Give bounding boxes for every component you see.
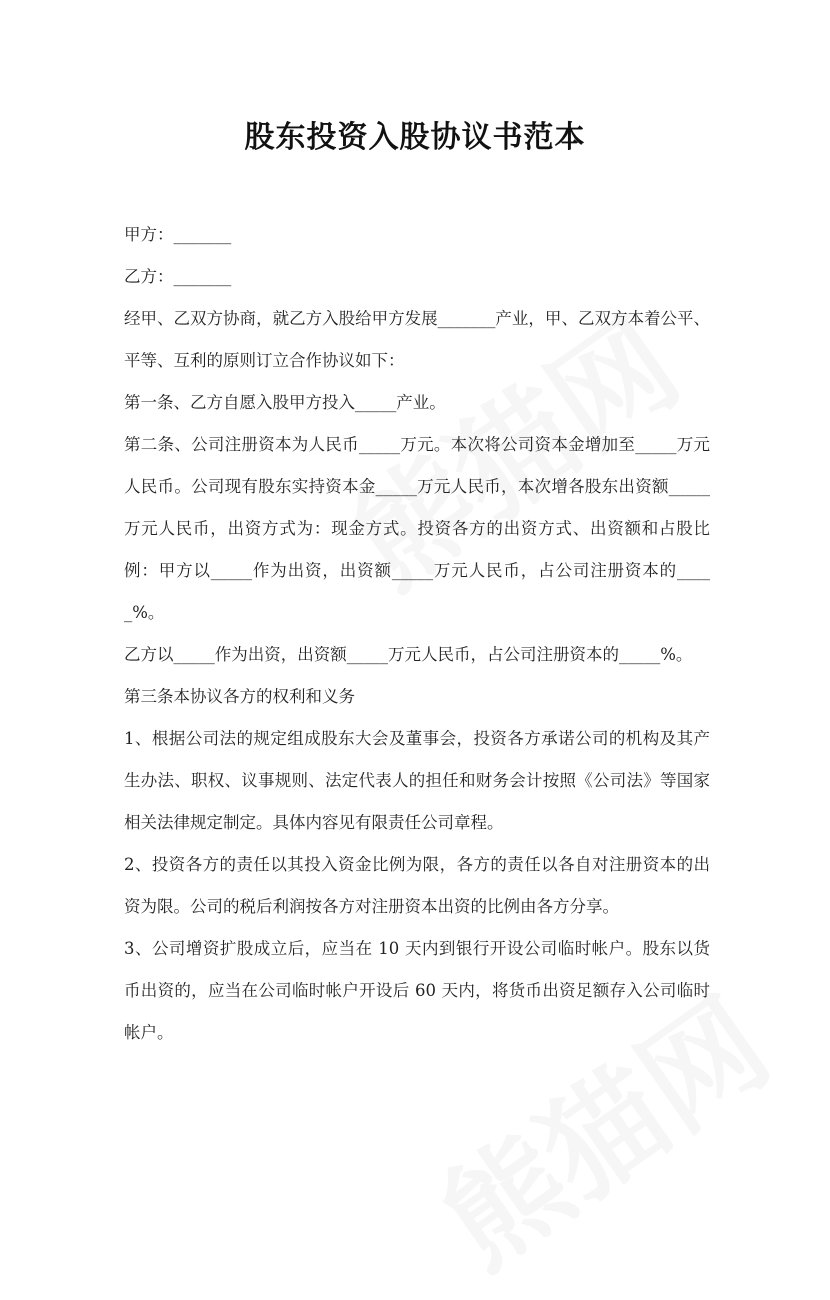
party-b-contribution: 乙方以_____作为出资，出资额_____万元人民币，占公司注册资本的_____%。 <box>124 645 693 664</box>
article-2: 第二条、公司注册资本为人民币_____万元。本次将公司资本金增加至_____万元人民币。公司现有股东实持资本金_____万元人民币，本次增各股东出资额_____万元人民币，出资方式为：现金方式。投资各方的出资方式、出资额和占股比例：甲方以_____作为出资，出资额_____万元人民币，占公司注册资本的_____%。 <box>124 435 710 622</box>
clause-2: 2、投资各方的责任以其投入资金比例为限，各方的责任以各自对注册资本的出资为限。公司的税后利润按各方对注册资本出资的比例由各方分享。 <box>124 855 710 916</box>
document-title: 股东投资入股协议书范本 <box>244 120 586 155</box>
clause-1: 1、根据公司法的规定组成股东大会及董事会，投资各方承诺公司的机构及其产生办法、职权、议事规则、法定代表人的担任和财务会计按照《公司法》等国家相关法律规定制定。具体内容见有限责任公司章程。 <box>124 729 710 832</box>
document-body <box>124 214 710 1054</box>
party-b-line: 乙方：_______ <box>124 267 232 286</box>
clause-3: 3、公司增资扩股成立后，应当在 10 天内到银行开设公司临时帐户。股东以货币出资的，应当在公司临时帐户开设后 60 天内，将货币出资足额存入公司临时帐户。 <box>124 939 710 1042</box>
party-a-line: 甲方：_______ <box>124 225 232 244</box>
preamble-paragraph: 经甲、乙双方协商，就乙方入股给甲方发展_______产业，甲、乙双方本着公平、平等、互利的原则订立合作协议如下： <box>124 309 710 370</box>
article-1: 第一条、乙方自愿入股甲方投入_____产业。 <box>124 393 446 412</box>
article-3-heading: 第三条本协议各方的权利和义务 <box>124 687 355 706</box>
